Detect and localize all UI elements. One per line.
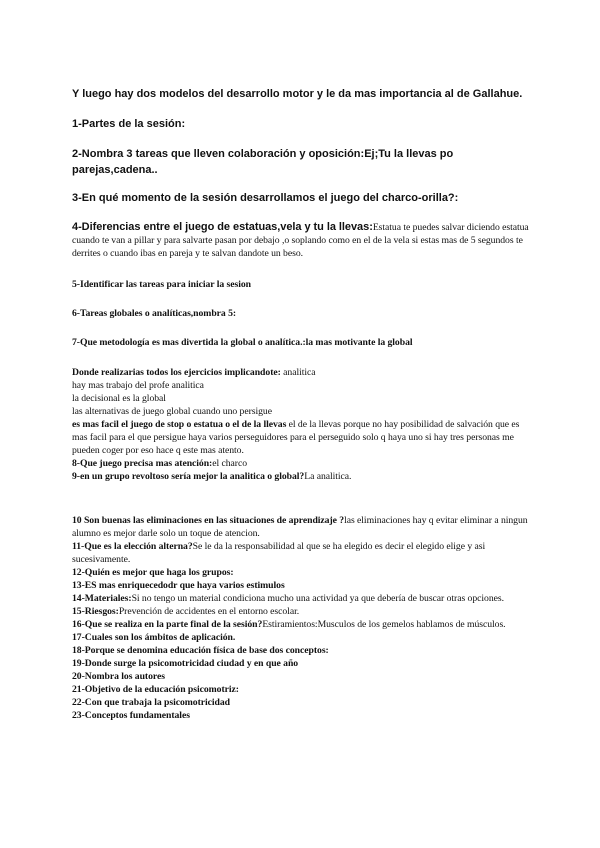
question-9-answer: La analitica. <box>304 471 352 482</box>
question-22: 22-Con que trabaja la psicomotricidad <box>72 697 230 708</box>
question-8-answer: el charco <box>212 458 248 469</box>
question-2: 2-Nombra 3 tareas que lleven colaboración y oposición:Ej;Tu la llevas po parejas,cadena.. <box>72 148 454 176</box>
question-14-label: 14-Materiales: <box>72 593 132 604</box>
question-8-label: 8-Que juego precisa mas atención: <box>72 458 213 469</box>
question-16-answer: Estiramientos:Musculos de los gemelos hablamos de músculos. <box>262 619 506 630</box>
question-10-answer: las eliminaciones hay q evitar eliminar a ningun alumno es mejor darle solo un toque de atencion. <box>72 515 528 539</box>
question-3: 3-En qué momento de la sesión desarrollamos el juego del charco-orilla?: <box>72 192 459 204</box>
question-4-answer: Estatua te puedes salvar diciendo estatua cuando te van a pillar y para salvarte pasan por debajo ,o soplando como en el de la vela si estas mas de 5 segundos te derrites o cuando ibas en pareja y te salvan dandote un beso. <box>72 222 529 259</box>
question-1: 1-Partes de la sesión: <box>72 118 186 130</box>
question-4-label: 4-Diferencias entre el juego de estatuas,vela y tu la llevas: <box>72 221 373 233</box>
question-6: 6-Tareas globales o analíticas,nombra 5: <box>72 308 237 319</box>
question-7: 7-Que metodología es mas divertida la global o analítica.:la mas motivante la global <box>72 337 413 348</box>
followup-answer: analitica <box>280 367 316 378</box>
stop-question-label: es mas facil el juego de stop o estatua o el de la llevas <box>72 419 287 430</box>
question-11-label: 11-Que es la elección alterna? <box>72 541 193 552</box>
questions-10-23 <box>72 514 537 722</box>
question-10-label: 10 Son buenas las eliminaciones en las situaciones de aprendizaje ? <box>72 515 345 526</box>
question-16-label: 16-Que se realiza en la parte final de la sesión? <box>72 619 263 630</box>
question-9-label: 9-en un grupo revoltoso sería mejor la analitica o global? <box>72 471 305 482</box>
question-13: 13-ES mas enriquecedodr que haya varios estimulos <box>72 580 285 591</box>
followup-line-1: hay mas trabajo del profe analitica <box>72 380 204 391</box>
question-15-answer: Prevención de accidentes en el entorno escolar. <box>118 606 300 617</box>
question-7-followup <box>72 366 537 483</box>
followup-label: Donde realizarias todos los ejercicios implicandote: <box>72 367 281 378</box>
question-21: 21-Objetivo de la educación psicomotriz: <box>72 684 239 695</box>
question-19: 19-Donde surge la psicomotricidad ciudad y en que año <box>72 658 299 669</box>
stop-question-answer: el de la llevas porque no hay posibilidad de salvación que es mas facil para el que persigue haya varios perseguidores para el perseguido solo q haya uno si hay tres personas me pueden coger por eso hace q este mas atento. <box>72 419 520 456</box>
question-14-answer: Si no tengo un material condiciona mucho una actividad ya que debería de buscar otras opciones. <box>131 593 504 604</box>
followup-line-2: la decisional es la global <box>72 393 166 404</box>
question-15-label: 15-Riesgos: <box>72 606 119 617</box>
question-4 <box>72 221 537 260</box>
followup-line-3: las alternativas de juego global cuando uno persigue <box>72 406 272 417</box>
question-23: 23-Conceptos fundamentales <box>72 710 190 721</box>
question-11-answer: Se le da la responsabilidad al que se ha elegido es decir el elegido elige y asi sucesivamente. <box>72 541 486 565</box>
question-20: 20-Nombra los autores <box>72 671 165 682</box>
question-17: 17-Cuales son los ámbitos de aplicación. <box>72 632 236 643</box>
question-5: 5-Identificar las tareas para iniciar la sesion <box>72 279 252 290</box>
intro-line: Y luego hay dos modelos del desarrollo motor y le da mas importancia al de Gallahue. <box>72 88 523 100</box>
question-12: 12-Quién es mejor que haga los grupos: <box>72 567 234 578</box>
question-18: 18-Porque se denomina educación física de base dos conceptos: <box>72 645 329 656</box>
